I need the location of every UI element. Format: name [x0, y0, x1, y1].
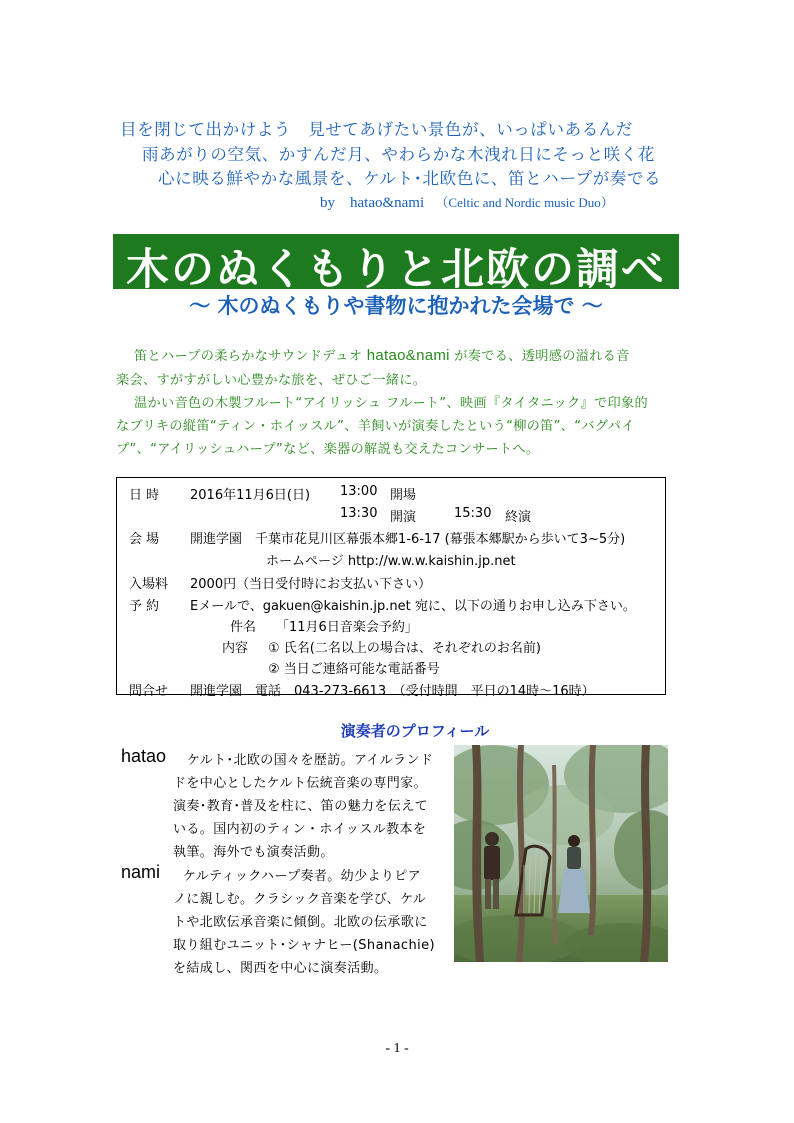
- hatao-bio-line-2: ドを中心としたケルト伝統音楽の専門家。: [173, 776, 427, 791]
- nami-bio-line-5: を結成し、関西を中心に演奏活動。: [173, 961, 388, 976]
- start-label: 開演: [390, 510, 417, 525]
- nami-bio-line-2: ノに親しむ。クラシック音楽を学び、ケル: [173, 892, 427, 907]
- hatao-bio-line-1: ケルト･北欧の国々を歴訪。アイルランド: [187, 753, 434, 768]
- page-title: 木のぬくもりと北欧の調べ: [126, 245, 666, 295]
- hatao-bio-line-3: 演奏･教育･普及を柱に、笛の魅力を伝えて: [173, 799, 429, 814]
- page-subtitle: ～ 木のぬくもりや書物に抱かれた会場で ～: [189, 294, 603, 318]
- poem-line-2: 雨あがりの空気、かすんだ月、やわらかな木洩れ日にそっと咲く花: [142, 145, 655, 164]
- profile-heading: 演奏者のプロフィール: [340, 722, 490, 740]
- hatao-bio-line-4: いる。国内初のティン・ホイッスル教本を: [173, 822, 427, 837]
- hatao-name: hatao: [121, 746, 167, 766]
- contact-value: 開進学園 電話 043-273-6613 （受付時間 平日の14時～16時）: [190, 684, 595, 699]
- intro-duo-name: hatao&nami: [366, 347, 450, 364]
- intro-line-1-post: が奏でる、透明感の溢れる音: [449, 349, 630, 364]
- contact-label: 問合せ: [129, 684, 169, 699]
- reserve-label: 予 約: [129, 599, 160, 614]
- nami-bio-line-4: 取り組むユニット･シャナヒー(Shanachie): [173, 938, 436, 953]
- intro-line-4: なブリキの縦笛“ティン・ホイッスル”、羊飼いが演奏したという“柳の笛”、“バグパイ: [116, 419, 635, 434]
- start-time: 13:30: [340, 506, 378, 521]
- nami-bio-line-1: ケルティックハープ奏者。幼少よりピア: [183, 869, 422, 884]
- poem-line-1: 目を閉じて出かけよう 見せてあげたい景色が、いっぱいあるんだ: [120, 120, 633, 139]
- page-number: - 1 -: [385, 1041, 409, 1056]
- hatao-bio-line-5: 執筆。海外でも演奏活動。: [173, 845, 334, 860]
- poem-line-3: 心に映る鮮やかな風景を、ケルト･北欧色に、笛とハープが奏でる: [158, 169, 662, 188]
- subject-value: 「11月6日音楽会予約」: [276, 620, 418, 635]
- content-item-2: ② 当日ご連絡可能な電話番号: [268, 662, 440, 677]
- end-label: 終演: [505, 510, 532, 525]
- intro-line-1: [134, 345, 630, 364]
- performers-photo: [454, 745, 668, 962]
- forest-photo-image: [454, 745, 668, 962]
- byline-by: by: [320, 195, 335, 211]
- intro-line-1-pre: 笛とハープの柔らかなサウンドデュオ: [134, 349, 367, 364]
- content-label: 内容: [222, 641, 249, 656]
- byline-duo: （Celtic and Nordic music Duo）: [435, 195, 614, 210]
- content-item-1: ① 氏名(二名以上の場合は、それぞれのお名前): [268, 641, 541, 656]
- fee-label: 入場料: [129, 577, 169, 592]
- open-label: 開場: [390, 488, 417, 503]
- intro-line-3: 温かい音色の木製フルート“アイリッシュ フルート”、映画『タイタニック』で印象的: [134, 396, 648, 411]
- subject-label: 件名: [230, 620, 257, 635]
- byline-author: hatao&nami: [350, 195, 425, 211]
- venue-label: 会 場: [129, 532, 160, 547]
- nami-name: nami: [121, 862, 161, 882]
- venue-value: 開進学園 千葉市花見川区幕張本郷1-6-17 (幕張本郷駅から歩いて3~5分): [190, 532, 626, 547]
- date-value: 2016年11月6日(日): [190, 488, 311, 503]
- reserve-value: Eメールで、gakuen@kaishin.jp.net 宛に、以下の通りお申し込み下さい。: [190, 599, 636, 614]
- fee-value: 2000円（当日受付時にお支払い下さい）: [190, 577, 432, 592]
- intro-line-2: 楽会、すがすがしい心豊かな旅を、ぜひご一緒に。: [116, 373, 427, 388]
- nami-bio-line-3: トや北欧伝承音楽に傾倒。北欧の伝承歌に: [173, 915, 428, 930]
- homepage-url[interactable]: ホームページ http://w.w.w.kaishin.jp.net: [266, 554, 516, 569]
- end-time: 15:30: [454, 506, 492, 521]
- byline: [320, 192, 614, 212]
- intro-line-5: プ”、“アイリッシュハープ”など、楽器の解説も交えたコンサートへ。: [116, 442, 540, 457]
- open-time: 13:00: [340, 484, 378, 499]
- date-label: 日 時: [129, 488, 160, 503]
